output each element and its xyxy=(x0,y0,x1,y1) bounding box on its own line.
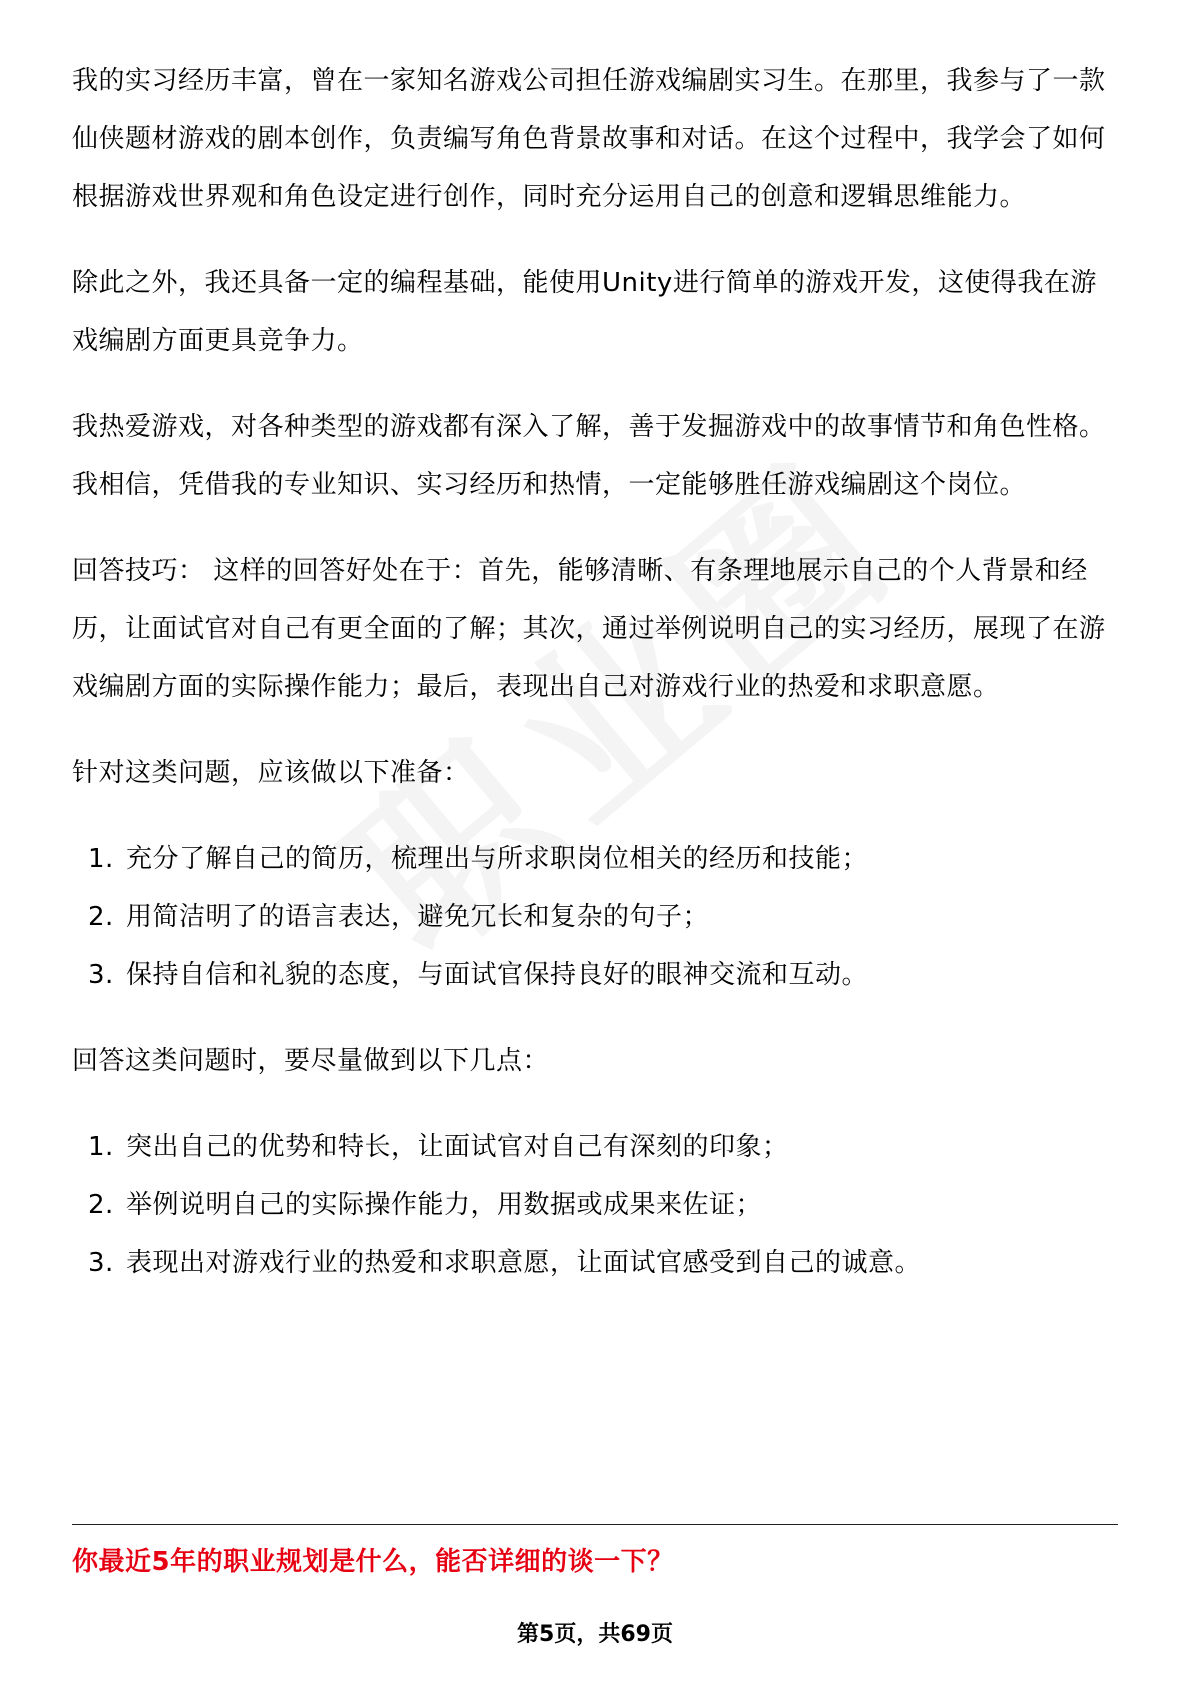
list-text: 举例说明自己的实际操作能力，用数据或成果来佐证； xyxy=(126,1190,763,1220)
paragraph-programming: 除此之外，我还具备一定的编程基础，能使用Unity进行简单的游戏开发，这使得我在游戏编剧方面更具竞争力。 xyxy=(72,268,1097,356)
prep-intro: 针对这类问题，应该做以下准备： xyxy=(72,758,470,788)
next-question-heading: 你最近5年的职业规划是什么，能否详细的谈一下？ xyxy=(72,1547,674,1577)
page-number-footer: 第5页，共69页 xyxy=(517,1622,673,1647)
list-number: 1. xyxy=(88,844,114,874)
list-text: 表现出对游戏行业的热爱和求职意愿，让面试官感受到自己的诚意。 xyxy=(126,1248,922,1278)
list-number: 3. xyxy=(88,1248,114,1278)
paragraph-answer-tips: 回答技巧： 这样的回答好处在于：首先，能够清晰、有条理地展示自己的个人背景和经历，让面试官对自己有更全面的了解；其次，通过举例说明自己的实习经历，展现了在游戏编剧方面的实际操作能力；最后，表现出自己对游戏行业的热爱和求职意愿。 xyxy=(72,556,1106,702)
list-item xyxy=(72,1176,1118,1234)
list-text: 充分了解自己的简历，梳理出与所求职岗位相关的经历和技能； xyxy=(126,844,869,874)
page-content xyxy=(72,52,1118,1320)
paragraph-internship: 我的实习经历丰富，曾在一家知名游戏公司担任游戏编剧实习生。在那里，我参与了一款仙侠题材游戏的剧本创作，负责编写角色背景故事和对话。在这个过程中，我学会了如何根据游戏世界观和角色设定进行创作，同时充分运用自己的创意和逻辑思维能力。 xyxy=(72,66,1106,212)
section-divider xyxy=(72,1524,1118,1525)
list-item xyxy=(72,946,1118,1004)
paragraph-passion: 我热爱游戏，对各种类型的游戏都有深入了解，善于发掘游戏中的故事情节和角色性格。我相信，凭借我的专业知识、实习经历和热情，一定能够胜任游戏编剧这个岗位。 xyxy=(72,412,1106,500)
list-number: 2. xyxy=(88,902,114,932)
list-item xyxy=(72,830,1118,888)
list-item xyxy=(72,1118,1118,1176)
list-item xyxy=(72,888,1118,946)
list-text: 用简洁明了的语言表达，避免冗长和复杂的句子； xyxy=(126,902,710,932)
tips-intro: 回答这类问题时，要尽量做到以下几点： xyxy=(72,1046,550,1076)
list-text: 突出自己的优势和特长，让面试官对自己有深刻的印象； xyxy=(126,1132,789,1162)
list-number: 3. xyxy=(88,960,114,990)
tips-list xyxy=(72,1118,1118,1292)
prep-list xyxy=(72,830,1118,1004)
list-number: 2. xyxy=(88,1190,114,1220)
list-item xyxy=(72,1234,1118,1292)
list-number: 1. xyxy=(88,1132,114,1162)
list-text: 保持自信和礼貌的态度，与面试官保持良好的眼神交流和互动。 xyxy=(126,960,869,990)
